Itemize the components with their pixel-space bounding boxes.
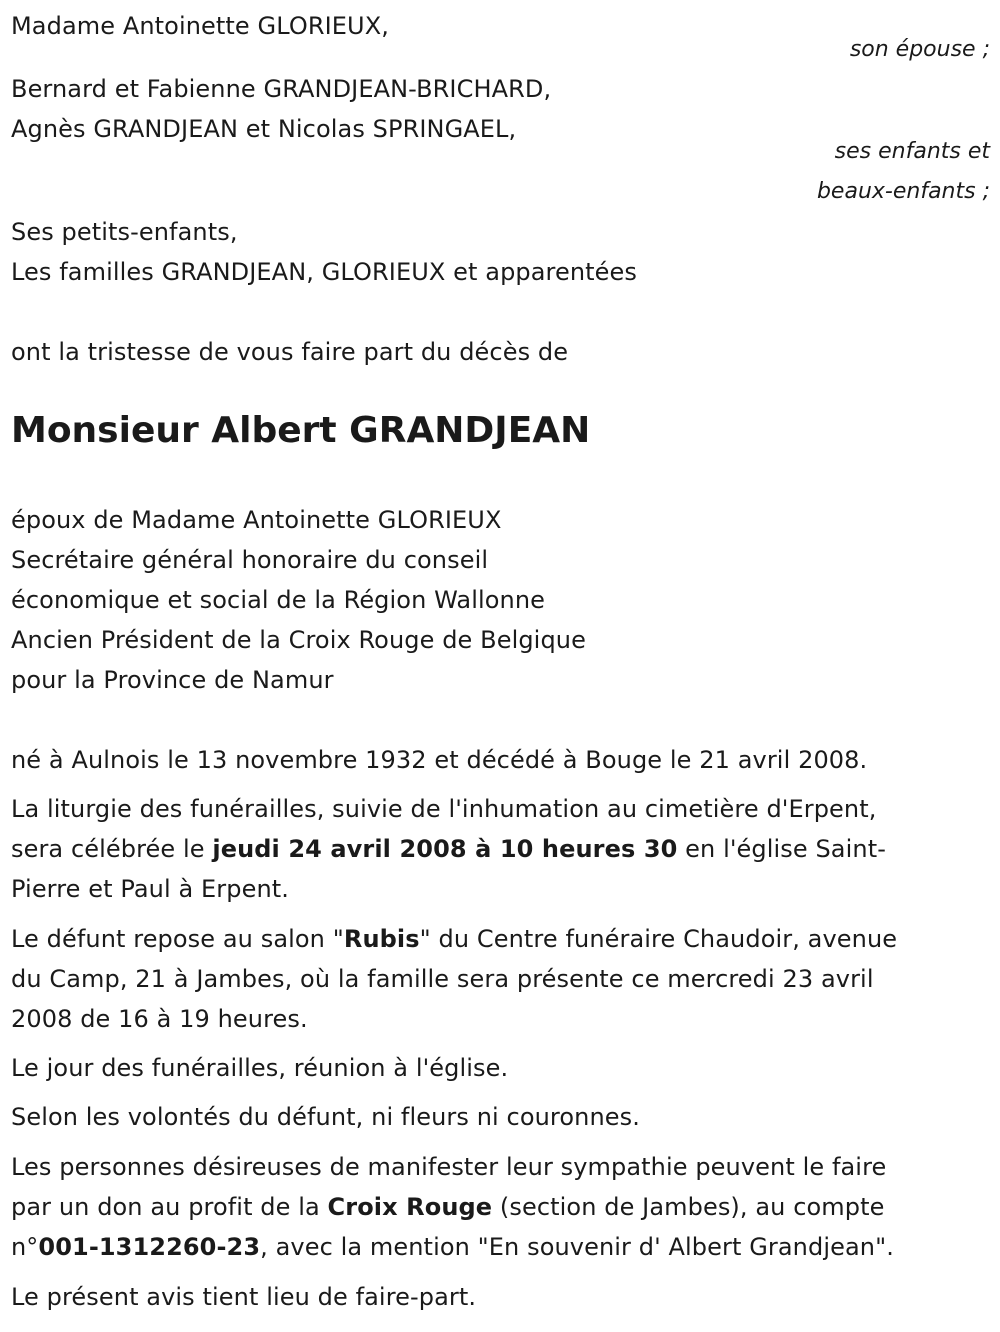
donation-text: n° [11, 1233, 39, 1261]
liturgy-text: sera célébrée le [11, 835, 213, 863]
title-line-4: Ancien Président de la Croix Rouge de Belgique [11, 626, 586, 654]
deceased-name: Monsieur Albert GRANDJEAN [11, 410, 591, 451]
title-line-5: pour la Province de Namur [11, 666, 334, 694]
donation-line-1: Les personnes désireuses de manifester leur sympathie peuvent le faire [11, 1153, 887, 1181]
spouse-name: Madame Antoinette GLORIEUX, [11, 12, 389, 40]
liturgy-line-3: Pierre et Paul à Erpent. [11, 875, 289, 903]
account-number: 001-1312260-23 [38, 1233, 261, 1261]
donation-text: par un don au profit de la [11, 1193, 328, 1221]
visitation-line-1 [11, 919, 897, 959]
donation-text: (section de Jambes), au compte [492, 1193, 885, 1221]
liturgy-line-2 [11, 829, 886, 869]
donation-line-3 [11, 1227, 894, 1267]
donation-text: , avec la mention "En souvenir d' Albert Grandjean". [260, 1233, 894, 1261]
children-line-1: Bernard et Fabienne GRANDJEAN-BRICHARD, [11, 75, 552, 103]
children-line-2: Agnès GRANDJEAN et Nicolas SPRINGAEL, [11, 115, 517, 143]
liturgy-text: en l'église Saint- [677, 835, 886, 863]
title-line-1: époux de Madame Antoinette GLORIEUX [11, 506, 502, 534]
flowers: Selon les volontés du défunt, ni fleurs ni couronnes. [11, 1103, 640, 1131]
liturgy-line-1: La liturgie des funérailles, suivie de l'inhumation au cimetière d'Erpent, [11, 795, 877, 823]
title-line-2: Secrétaire général honoraire du conseil [11, 546, 489, 574]
title-line-3: économique et social de la Région Wallonne [11, 586, 546, 614]
visitation-line-2: du Camp, 21 à Jambes, où la famille sera présente ce mercredi 23 avril [11, 965, 874, 993]
visitation-text: " du Centre funéraire Chaudoir, avenue [419, 925, 898, 953]
announcement: ont la tristesse de vous faire part du décès de [11, 338, 569, 366]
visitation-text: Le défunt repose au salon " [11, 925, 344, 953]
families: Les familles GRANDJEAN, GLORIEUX et apparentées [11, 258, 638, 286]
grandchildren: Ses petits-enfants, [11, 218, 238, 246]
closing: Le présent avis tient lieu de faire-part. [11, 1283, 477, 1311]
funeral-datetime: jeudi 24 avril 2008 à 10 heures 30 [212, 835, 678, 863]
charity-name: Croix Rouge [327, 1193, 493, 1221]
children-role-1: ses enfants et [834, 139, 990, 164]
donation-line-2 [11, 1187, 884, 1227]
children-role-2: beaux-enfants ; [816, 179, 990, 204]
birth-death: né à Aulnois le 13 novembre 1932 et décédé à Bouge le 21 avril 2008. [11, 746, 868, 774]
spouse-role: son épouse ; [849, 37, 990, 62]
visitation-line-3: 2008 de 16 à 19 heures. [11, 1005, 308, 1033]
salon-name: Rubis [343, 925, 420, 953]
meeting: Le jour des funérailles, réunion à l'église. [11, 1054, 509, 1082]
